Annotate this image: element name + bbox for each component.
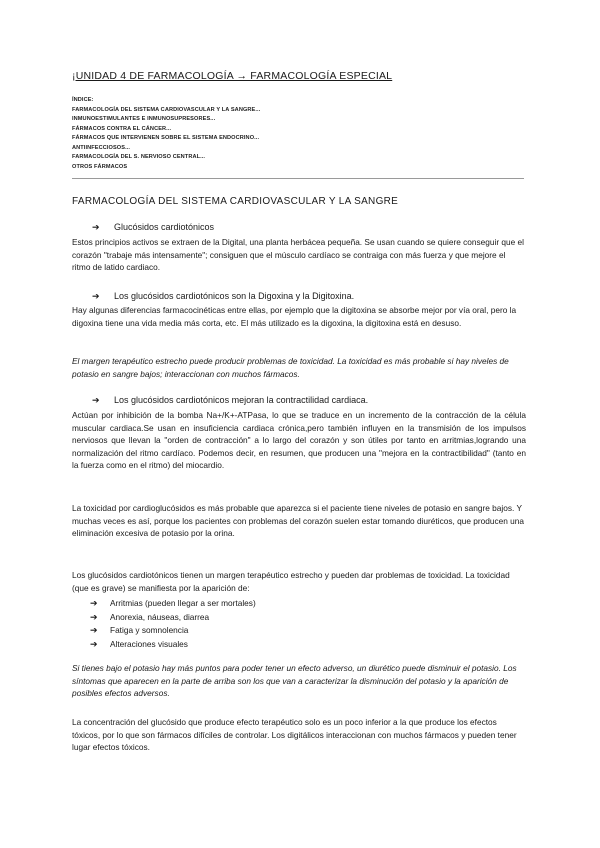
- toc-item: FARMACOLOGÍA DEL S. NERVIOSO CENTRAL...: [72, 154, 206, 160]
- paragraph: La concentración del glucósido que produce efecto terapéutico solo es un poco inferior a la que produce los efectos tóxicos, por lo que son fármacos difíciles de controlar. Los digitálicos interaccionan con muchos fármacos y pueden tener lugar efectos tóxicos.: [72, 717, 517, 753]
- bullet-text: Glucósidos cardiotónicos: [114, 222, 215, 232]
- bullet-text: Los glucósidos cardiotónicos son la Digoxina y la Digitoxina.: [114, 291, 355, 301]
- paragraph: La toxicidad por cardioglucósidos es más probable que aparezca si el paciente tiene niveles de potasio en sangre bajos. Y muchas veces es así, porque los pacientes con problemas del corazón suelen estar tomando diuréticos, que producen una eliminación excesiva de potasio por la orina.: [72, 503, 524, 539]
- section-title: FARMACOLOGÍA DEL SISTEMA CARDIOVASCULAR Y LA SANGRE: [72, 196, 399, 207]
- paragraph: Actúan por inhibición de la bomba Na+/K+-ATPasa, lo que se traduce en un incremento de la contracción de la célula muscular cardiaca.Se usan en insuficiencia cardiaca crónica,pero también influyen en la transmisión de los impulsos nerviosos que llevan la "orden de contracción" a lo largo del corazón y son útiles por tanto en arritmias,logrando una normalización del ritmo cardíaco. Podemos decir, en resumen, que producen una "mejora en la contractibilidad" (tanto en la fuerza como en el ritmo) del miocardio.: [72, 410, 526, 471]
- arrow-icon: ➔: [90, 638, 98, 649]
- horizontal-divider: [72, 178, 524, 179]
- bullet-item: [92, 221, 214, 234]
- list-item: ➔ Fatiga y somnolencia: [90, 624, 256, 638]
- bullet-text: Los glucósidos cardiotónicos mejoran la contractilidad cardiaca.: [114, 395, 369, 405]
- arrow-icon: ➔: [90, 625, 98, 635]
- paragraph: Hay algunas diferencias farmacocinéticas entre ellas, por ejemplo que la digitoxina se absorbe mejor por vía oral, pero la digoxina tiene una vida media más corta, etc. El más utilizado es la digoxina, la digitoxina está en desuso.: [72, 305, 517, 328]
- toc-item: ANTIINFECCIOSOS...: [72, 144, 131, 151]
- toc-heading: ÍNDICE:: [72, 97, 94, 103]
- table-of-contents: [72, 96, 260, 172]
- arrow-icon: ➔: [92, 222, 100, 232]
- toc-item: FÁRMACOS QUE INTERVIENEN SOBRE EL SISTEMA ENDOCRINO...: [72, 135, 260, 141]
- paragraph: Los glucósidos cardiotónicos tienen un margen terapéutico estrecho y pueden dar problemas de toxicidad. La toxicidad (que es grave) se manifiesta por la aparición de:: [72, 570, 510, 593]
- arrow-icon: ➔: [90, 598, 98, 608]
- list-item: ➔ Anorexia, náuseas, diarrea: [90, 611, 256, 625]
- bullet-item: [92, 290, 354, 303]
- paragraph: Estos principios activos se extraen de la Digital, una planta herbácea pequeña. Se usan cuando se quiere conseguir que el corazón "trabaje más intensamente"; consiguen que el músculo cardíaco se contraiga con más fuerza y que mejore el ritmo de latido cardiaco.: [72, 237, 525, 273]
- italic-note: El margen terapéutico estrecho puede producir problemas de toxicidad. La toxicidad es más probable si hay niveles de potasio en sangre bajos; interaccionan con muchos fármacos.: [72, 356, 509, 379]
- toc-item: INMUNOESTIMULANTES E INMUNOSUPRESORES...: [72, 116, 216, 122]
- arrow-icon: ➔: [92, 291, 100, 301]
- list-item: ➔ Arritmias (pueden llegar a ser mortales): [90, 597, 256, 611]
- toc-item: FÁRMACOS CONTRA EL CÁNCER...: [72, 125, 172, 132]
- italic-note: Si tienes bajo el potasio hay más puntos para poder tener un efecto adverso, un diurético puede disminuir el potasio. Los síntomas que aparecen en la parte de arriba son los que van a caracterizar la disminución del potasio y la aparición de posibles efectos adversos.: [72, 663, 517, 699]
- toc-item: OTROS FÁRMACOS: [72, 163, 128, 170]
- document-title: ¡UNIDAD 4 DE FARMACOLOGÍA → FARMACOLOGÍA ESPECIAL: [72, 70, 393, 82]
- arrow-icon: ➔: [90, 611, 98, 622]
- symptom-list: [90, 597, 256, 651]
- arrow-icon: ➔: [92, 395, 100, 405]
- list-item: ➔ Alteraciones visuales: [90, 638, 256, 652]
- toc-item: FARMACOLOGÍA DEL SISTEMA CARDIOVASCULAR Y LA SANGRE...: [72, 106, 261, 113]
- bullet-item: [92, 394, 368, 407]
